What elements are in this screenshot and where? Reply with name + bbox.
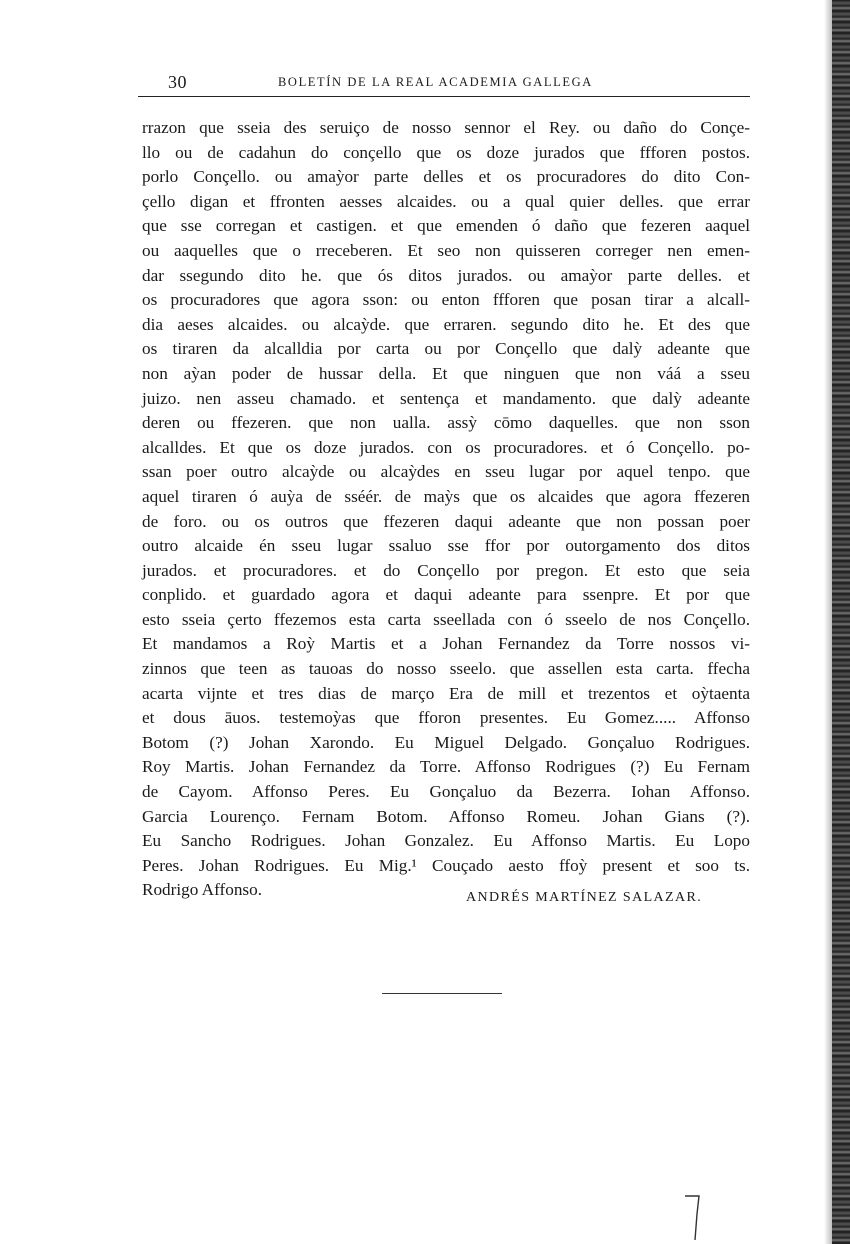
text-line: de Cayom. Affonso Peres. Eu Gonçaluo da Bezerra. Iohan Affonso. (142, 782, 750, 802)
text-line: Rodrigo Affonso. (142, 880, 263, 900)
text-line: dar ssegundo dito he. que ós ditos jurados. ou amaỳor parte delles. et (142, 265, 750, 285)
text-line: çello digan et ffronten aesses alcaides. ou a qual quier delles. que errar (142, 191, 750, 211)
text-line: Roy Martis. Johan Fernandez da Torre. Affonso Rodrigues (?) Eu Fernam (142, 757, 750, 777)
text-line: Garcia Lourenço. Fernam Botom. Affonso Romeu. Johan Gians (?). (142, 806, 750, 826)
text-line: rrazon que sseia des seruiço de nosso sennor el Rey. ou daño do Conçe- (142, 118, 750, 137)
text-line: dia aeses alcaides. ou alcaỳde. que erraren. segundo dito he. Et des que (142, 314, 750, 334)
text-line: esto sseia çerto ffezemos esta carta sseellada con ó sseelo de nos Conçello. (142, 609, 750, 629)
binding-shadow (824, 0, 832, 1244)
text-line: Peres. Johan Rodrigues. Eu Mig.¹ Couçado aesto ffoỳ present et soo ts. (142, 855, 750, 875)
running-head: BOLETÍN DE LA REAL ACADEMIA GALLEGA (278, 75, 593, 89)
text-line: Botom (?) Johan Xarondo. Eu Miguel Delgado. Gonçaluo Rodrigues. (142, 732, 750, 752)
text-line: juizo. nen asseu chamado. et sentença et mandamento. que dalỳ adeante (142, 388, 750, 408)
margin-mark-icon (683, 1192, 713, 1242)
text-line: que sse corregan et castigen. et que emenden ó daño que fezeren aaquel (142, 216, 750, 236)
text-line: et dous āuos. testemoỳas que fforon presentes. Eu Gomez..... Affonso (142, 708, 750, 728)
text-line: non aỳan poder de hussar della. Et que ninguen que non váá a sseu (142, 363, 750, 383)
text-line: os procuradores que agora sson: ou enton ffforen que posan tirar a alcall- (142, 290, 750, 310)
text-line: Et mandamos a Roỳ Martis et a Johan Fernandez da Torre nossos vi- (142, 634, 750, 654)
text-line: de foro. ou os outros que ffezeren daqui adeante que non possan poer (142, 511, 750, 531)
page-number: 30 (168, 72, 187, 92)
page-header (138, 68, 750, 97)
text-line: acarta vijnte et tres dias de março Era de mill et trezentos et oỳtaenta (142, 683, 750, 703)
text-line: deren ou ffezeren. que non ualla. assỳ cōmo daquelles. que non sson (142, 413, 750, 433)
text-line: Eu Sancho Rodrigues. Johan Gonzalez. Eu Affonso Martis. Eu Lopo (142, 831, 750, 851)
text-line: ssan poer outro alcaỳde ou alcaỳdes en sseu lugar por aquel tenpo. que (142, 462, 750, 482)
author-signature: ANDRÉS MARTÍNEZ SALAZAR. (466, 890, 703, 905)
body-text (142, 116, 750, 903)
closing-rule (382, 993, 502, 994)
text-line: porlo Conçello. ou amaỳor parte delles et os procuradores do dito Con- (142, 167, 750, 187)
binding-edge (832, 0, 850, 1244)
text-line: aquel tiraren ó auỳa de sséér. de maỳs que os alcaides que agora ffezeren (142, 486, 750, 506)
text-line: outro alcaide én sseu lugar ssaluo sse ffor por outorgamento dos ditos (142, 536, 750, 556)
text-line: conplido. et guardado agora et daqui adeante para ssenpre. Et por que (142, 585, 750, 605)
text-line: zinnos que teen as tauoas do nosso sseelo. que assellen esta carta. ffecha (142, 659, 750, 679)
text-line: alcalldes. Et que os doze jurados. con os procuradores. et ó Conçello. po- (142, 437, 750, 457)
text-line: ou aaquelles que o rreceberen. Et seo non quisseren correger nen emen- (142, 240, 750, 260)
text-line: os tiraren da alcalldia por carta ou por Conçello que dalỳ adeante que (142, 339, 750, 359)
text-line: jurados. et procuradores. et do Conçello por pregon. Et esto que seia (142, 560, 750, 580)
text-line: llo ou de cadahun do conçello que os doze jurados que ffforen postos. (142, 142, 750, 162)
